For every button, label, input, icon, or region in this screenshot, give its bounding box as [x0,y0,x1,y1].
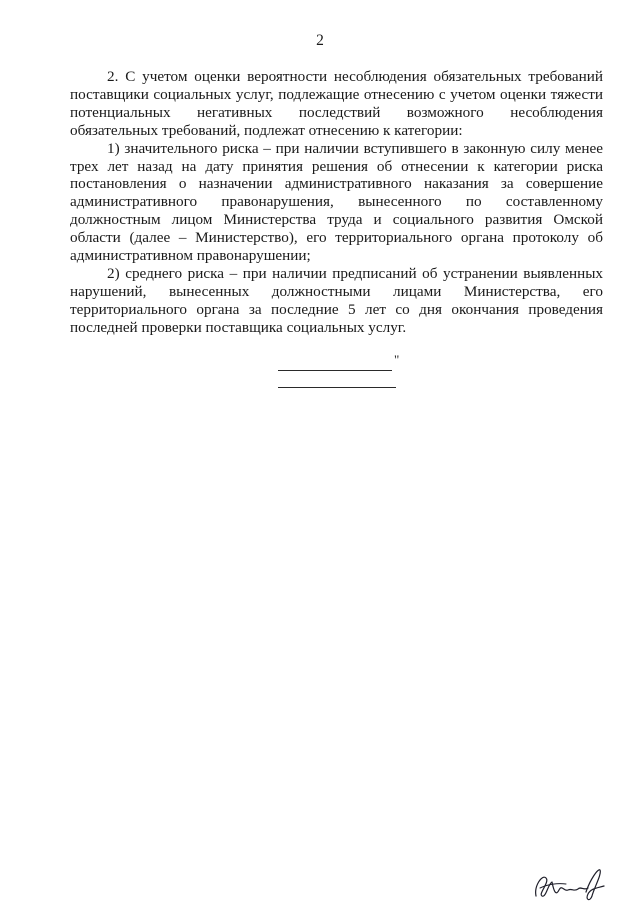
page-number: 2 [316,32,324,49]
closing-lines [278,350,408,390]
paragraph-2-item-2: 2) среднего риска – при наличии предписаний об устранении выявленных нарушений, вынесенных должностными лицами Министерства, его территориального органа за последние 5 лет со дня окончания проведения последней проверки поставщика социальных услуг. [70,264,603,336]
paragraph-2-item-1: 1) значительного риска – при наличии вступившего в законную силу менее трех лет назад на дату принятия решения об отнесении к категории риска постановления о назначении административного наказания за совершение административного правонарушения, вынесенного по составленному должностным лицом Министерства труда и социального развития Омской области (далее – Министерство), его территориального органа протоколу об административном правонарушении; [70,139,603,265]
signature-image [528,862,608,904]
paragraph-2: 2. С учетом оценки вероятности несоблюдения обязательных требований поставщики социальных услуг, подлежащие отнесению с учетом оценки тяжести потенциальных негативных последствий возможного несоблюдения обязательных требований, подлежат отнесению к категории: [70,68,603,139]
closing-line-bottom [278,387,396,388]
closing-quote-mark: " [394,352,400,367]
closing-line-top [278,370,392,371]
document-body [70,68,603,337]
